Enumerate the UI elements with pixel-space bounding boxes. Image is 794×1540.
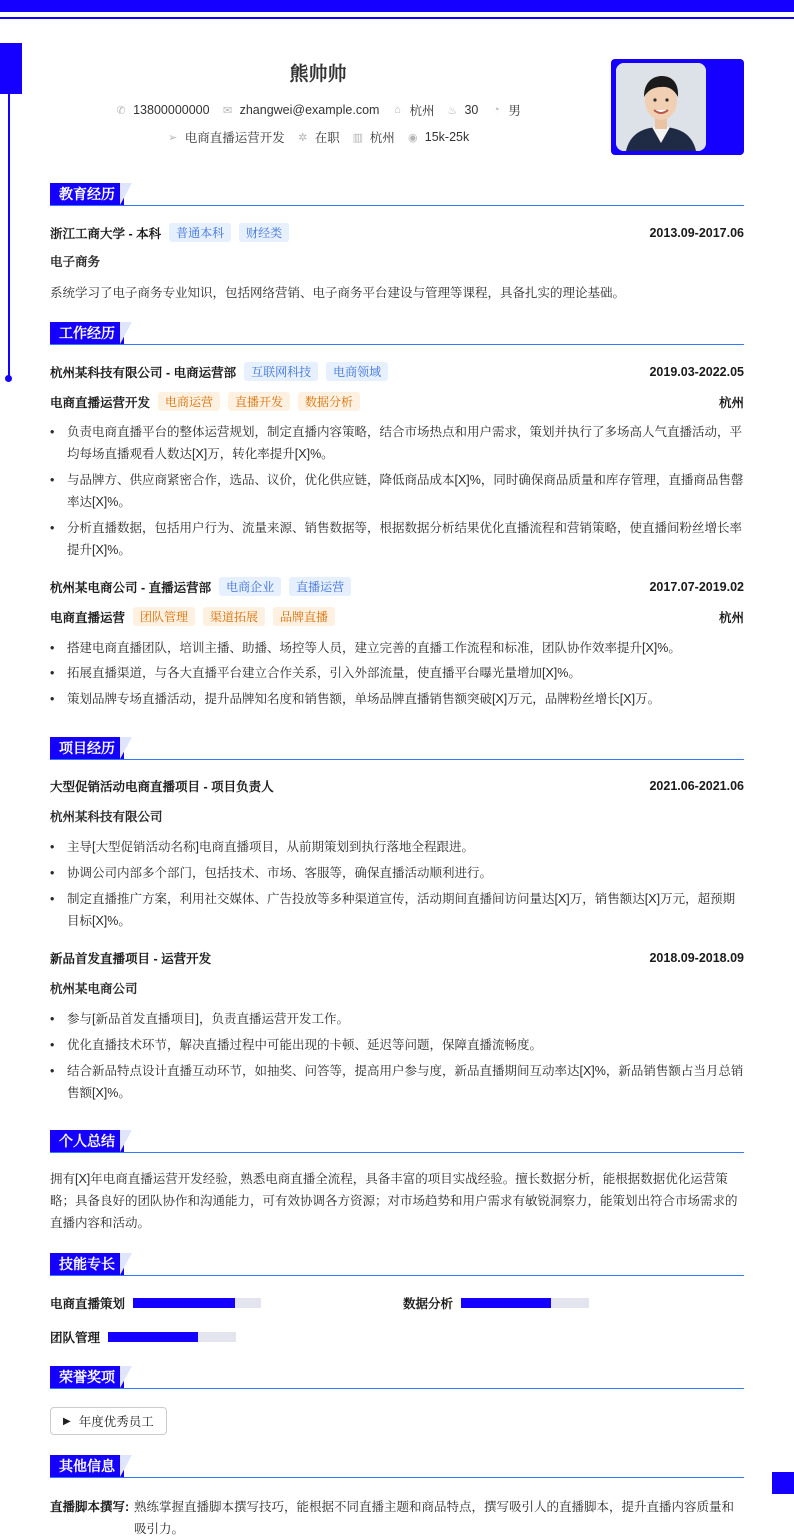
section-education [50,183,744,206]
coin-icon: ◉ [407,131,418,144]
phone-icon: ✆ [116,104,126,117]
project-title-row [50,777,744,795]
project-bullet: • 参与[新品首发直播项目]，负责直播运营开发工作。 [50,1008,744,1030]
other-label: 直播脚本撰写: [50,1500,130,1514]
mail-icon: ✉ [222,104,233,117]
work-role-row [50,607,744,626]
award-item[interactable] [50,1407,167,1435]
section-title-tail [120,183,132,205]
project-date: 2021.06-2021.06 [649,779,744,793]
portrait-illustration [616,63,706,151]
gender-info: ◔ 男 [490,101,521,119]
project-date: 2018.09-2018.09 [649,951,744,965]
section-title-tail [120,1253,132,1275]
section-title-tail [120,1130,132,1152]
work-bullet: • 搭建电商直播团队，培训主播、助播、场控等人员，建立完善的直播工作流程和标准，团队协作效率提升[X]%。 [50,637,744,659]
target-city-info: ▥ 杭州 [352,131,395,145]
section-other [50,1455,744,1478]
project-bullet: • 结合新品特点设计直播互动环节，如抽奖、问答等，提高用户参与度，新品直播期间互动率达[X]%，新品销售额占当月总销售额[X]%。 [50,1060,744,1104]
section-title-summary: 个人总结 [50,1130,124,1152]
school-tag: 财经类 [239,223,289,242]
work-bullet: • 分析直播数据，包括用户行为、流量来源、销售数据等，根据数据分析结果优化直播流程和营销策略，使直播间粉丝增长率提升[X]%。 [50,517,744,561]
skill-item [50,1294,261,1312]
role-tag: 数据分析 [298,392,360,411]
skill-level-bar [108,1332,236,1342]
work-role-row [50,392,744,411]
section-title-tail [120,322,132,344]
work-company-row [50,362,744,381]
section-title-work: 工作经历 [50,322,124,344]
company-tag: 互联网科技 [244,362,318,381]
work-date: 2019.03-2022.05 [649,364,744,379]
summary-text: 拥有[X]年电商直播运营开发经验，熟悉电商直播全流程，具备丰富的项目实战经验。擅长数据分析，能根据数据优化运营策略；具备良好的团队协作和沟通能力，可有效协调各方资源；对市场趋势和用户需求有敏锐洞察力，能策划出符合市场需求的直播内容和活动。 [50,1172,738,1230]
settings-icon: ✲ [298,131,308,144]
education-date: 2013.09-2017.06 [649,225,744,240]
section-work [50,322,744,345]
project-bullet: • 主导[大型促销活动名称]电商直播项目，从前期策划到执行落地全程跟进。 [50,836,744,858]
section-title-education: 教育经历 [50,183,124,205]
work-bullet: • 策划品牌专场直播活动，提升品牌知名度和销售额，单场品牌直播销售额突破[X]万元，品牌粉丝增长[X]万。 [50,688,744,710]
school-name: 浙江工商大学 - 本科 [50,226,162,241]
project-company: 杭州某科技有限公司 [50,810,163,824]
role-tag: 直播开发 [228,392,290,411]
role-tag: 团队管理 [133,607,195,626]
profile-photo-frame [611,59,744,155]
skill-name: 电商直播策划 [50,1297,126,1311]
project-title: 大型促销活动电商直播项目 - 项目负责人 [50,780,274,794]
work-bullet: • 负责电商直播平台的整体运营规划，制定直播内容策略，结合市场热点和用户需求，策划并执行了多场高人气直播活动，平均每场直播观看人数达[X]万，转化率提升[X]%。 [50,421,744,465]
company-tag: 直播运营 [289,577,351,596]
building-icon: ▥ [352,131,363,144]
candidate-name: 熊帅帅 [289,64,347,85]
company-tag: 电商企业 [219,577,281,596]
skill-level-fill [133,1298,235,1308]
section-title-other: 其他信息 [50,1455,124,1477]
section-project [50,737,744,760]
section-title-tail [120,737,132,759]
work-bullet: • 拓展直播渠道，与各大直播平台建立合作关系，引入外部流量，使直播平台曝光量增加[X]%。 [50,662,744,684]
section-skills [50,1253,744,1276]
city-info: ⌂ 杭州 [391,101,434,119]
home-icon: ⌂ [394,104,401,116]
project-bullet: • 制定直播推广方案，利用社交媒体、广告投放等多种渠道宣传，活动期间直播间访问量达[X]万，销售额达[X]万元，超预期目标[X]%。 [50,888,744,932]
section-title-skills: 技能专长 [50,1253,124,1275]
work-company-row [50,577,744,596]
skill-item [403,1294,589,1312]
corner-accent-block [772,1472,794,1494]
caret-right-icon: ▶ [63,1415,71,1427]
status-info: ✲ 在职 [298,131,340,145]
education-description: 系统学习了电子商务专业知识，包括网络营销、电子商务平台建设与管理等课程，具备扎实的理论基础。 [50,286,626,300]
school-tag: 普通本科 [169,223,231,242]
skill-item [50,1328,236,1346]
education-row [50,223,744,242]
work-city: 杭州 [718,395,744,410]
top-accent-bar [0,0,794,12]
skill-level-bar [133,1298,261,1308]
cake-icon: ♨ [447,104,458,117]
skill-level-bar [461,1298,589,1308]
work-company: 杭州某电商公司 - 直播运营部 [50,580,212,595]
work-company: 杭州某科技有限公司 - 电商运营部 [50,365,237,380]
profile-photo [616,63,706,151]
skill-level-fill [108,1332,198,1342]
side-accent-dot [5,375,12,382]
gender-icon: ◔ [493,104,500,116]
target-role-info: ➢ 电商直播运营开发 [168,131,285,145]
work-bullet: • 与品牌方、供应商紧密合作，选品、议价，优化供应链，降低商品成本[X]%，同时确保商品质量和库存管理，直播商品售罄率达[X]%。 [50,469,744,513]
work-role: 电商直播运营开发 [50,395,151,410]
skill-name: 团队管理 [50,1331,101,1345]
work-date: 2017.07-2019.02 [649,579,744,594]
intent-row [0,128,636,146]
email-info: ✉ zhangwei@example.com [222,103,380,117]
section-awards [50,1366,744,1389]
other-text: 熟练掌握直播脚本撰写技巧，能根据不同直播主题和商品特点，撰写吸引人的直播脚本，提升直播内容质量和吸引力。 [134,1500,735,1536]
age-info: ♨ 30 [447,103,479,117]
section-title-awards: 荣誉奖项 [50,1366,124,1388]
company-tag: 电商领域 [326,362,388,381]
phone-info: ✆ 13800000000 [116,103,210,117]
role-tag: 电商运营 [158,392,220,411]
project-title-row [50,949,744,967]
skill-level-fill [461,1298,551,1308]
project-company: 杭州某电商公司 [50,982,138,996]
section-title-tail [120,1366,132,1388]
contact-row [0,101,636,119]
section-title-project: 项目经历 [50,737,124,759]
education-major: 电子商务 [50,255,101,269]
send-icon: ➢ [168,131,178,144]
salary-info: ◉ 15k-25k [407,130,470,144]
section-summary [50,1130,744,1153]
project-bullet: • 协调公司内部多个部门，包括技术、市场、客服等，确保直播活动顺利进行。 [50,862,744,884]
work-city: 杭州 [718,610,744,625]
role-tag: 渠道拓展 [203,607,265,626]
top-accent-line [0,17,794,19]
work-role: 电商直播运营 [50,610,126,625]
project-title: 新品首发直播项目 - 运营开发 [50,952,212,966]
skill-name: 数据分析 [403,1297,454,1311]
section-title-tail [120,1455,132,1477]
role-tag: 品牌直播 [273,607,335,626]
project-bullet: • 优化直播技术环节，解决直播过程中可能出现的卡顿、延迟等问题，保障直播流畅度。 [50,1034,744,1056]
award-name: 年度优秀员工 [78,1415,154,1429]
